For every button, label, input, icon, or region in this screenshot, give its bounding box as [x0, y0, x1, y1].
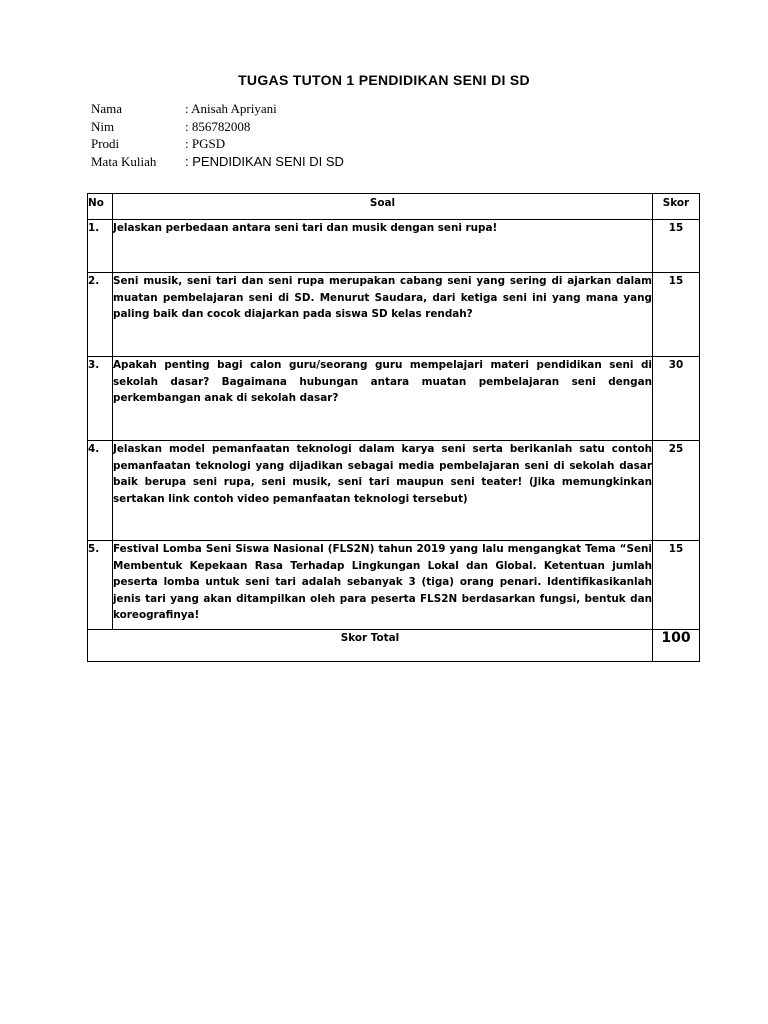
info-row-nim: [91, 118, 344, 136]
info-row-mata-kuliah: [91, 153, 344, 171]
header-soal: Soal: [113, 194, 653, 220]
info-row-prodi: [91, 135, 344, 153]
questions-table: [87, 193, 700, 662]
row-score: 15: [653, 220, 700, 273]
row-question: Seni musik, seni tari dan seni rupa merupakan cabang seni yang sering di ajarkan dalam muatan pembelajaran seni di SD. Menurut Saudara, dari ketiga seni ini yang mana yang paling baik dan cocok diajarkan pada siswa SD kelas rendah?: [113, 273, 653, 357]
info-value: : PENDIDIKAN SENI DI SD: [185, 153, 344, 169]
row-no: 3.: [88, 357, 113, 441]
info-label: Mata Kuliah: [91, 153, 157, 169]
row-score: 15: [653, 541, 700, 630]
row-score: 25: [653, 441, 700, 541]
student-info: [91, 100, 344, 170]
info-label: Nim: [91, 118, 115, 134]
row-score: 15: [653, 273, 700, 357]
row-question: Apakah penting bagi calon guru/seorang guru mempelajari materi pendidikan seni di sekolah dasar? Bagaimana hubungan antara muatan pembelajaran seni dengan perkembangan anak di sekolah dasar?: [113, 357, 653, 441]
row-no: 5.: [88, 541, 113, 630]
info-label: Prodi: [91, 136, 120, 151]
document-title: TUGAS TUTON 1 PENDIDIKAN SENI DI SD: [238, 72, 530, 88]
table-row: [88, 273, 700, 357]
row-no: 2.: [88, 273, 113, 357]
table-row: [88, 220, 700, 273]
row-no: 1.: [88, 220, 113, 273]
info-row-nama: [91, 100, 344, 118]
table-row: [88, 357, 700, 441]
info-value: : PGSD: [185, 136, 226, 151]
row-question: Jelaskan perbedaan antara seni tari dan musik dengan seni rupa!: [113, 220, 653, 273]
row-score: 30: [653, 357, 700, 441]
total-score: 100: [653, 630, 700, 662]
info-value: : 856782008: [185, 118, 251, 134]
table-row: [88, 441, 700, 541]
total-label: Skor Total: [88, 630, 653, 662]
table-row: [88, 541, 700, 630]
row-no: 4.: [88, 441, 113, 541]
table-header-row: [88, 194, 700, 220]
row-question: Festival Lomba Seni Siswa Nasional (FLS2N) tahun 2019 yang lalu mengangkat Tema “Seni Membentuk Kepekaan Rasa Terhadap Lingkungan Lokal dan Global. Ketentuan jumlah peserta lomba untuk seni tari adalah sebanyak 3 (tiga) orang penari. Identifikasikanlah jenis tari yang akan ditampilkan oleh para peserta FLS2N berdasarkan fungsi, bentuk dan koreografinya!: [113, 541, 653, 630]
info-label: Nama: [91, 101, 123, 116]
row-question: Jelaskan model pemanfaatan teknologi dalam karya seni serta berikanlah satu contoh pemanfaatan teknologi yang dijadikan sebagai media pembelajaran seni di sekolah dasar baik berupa seni rupa, seni musik, seni tari maupun seni teater! (Jika memungkinkan sertakan link contoh video pemanfaatan teknologi tersebut): [113, 441, 653, 541]
header-skor: Skor: [653, 194, 700, 220]
info-value: : Anisah Apriyani: [185, 101, 277, 116]
header-no: No: [88, 194, 113, 220]
total-row: [88, 630, 700, 662]
